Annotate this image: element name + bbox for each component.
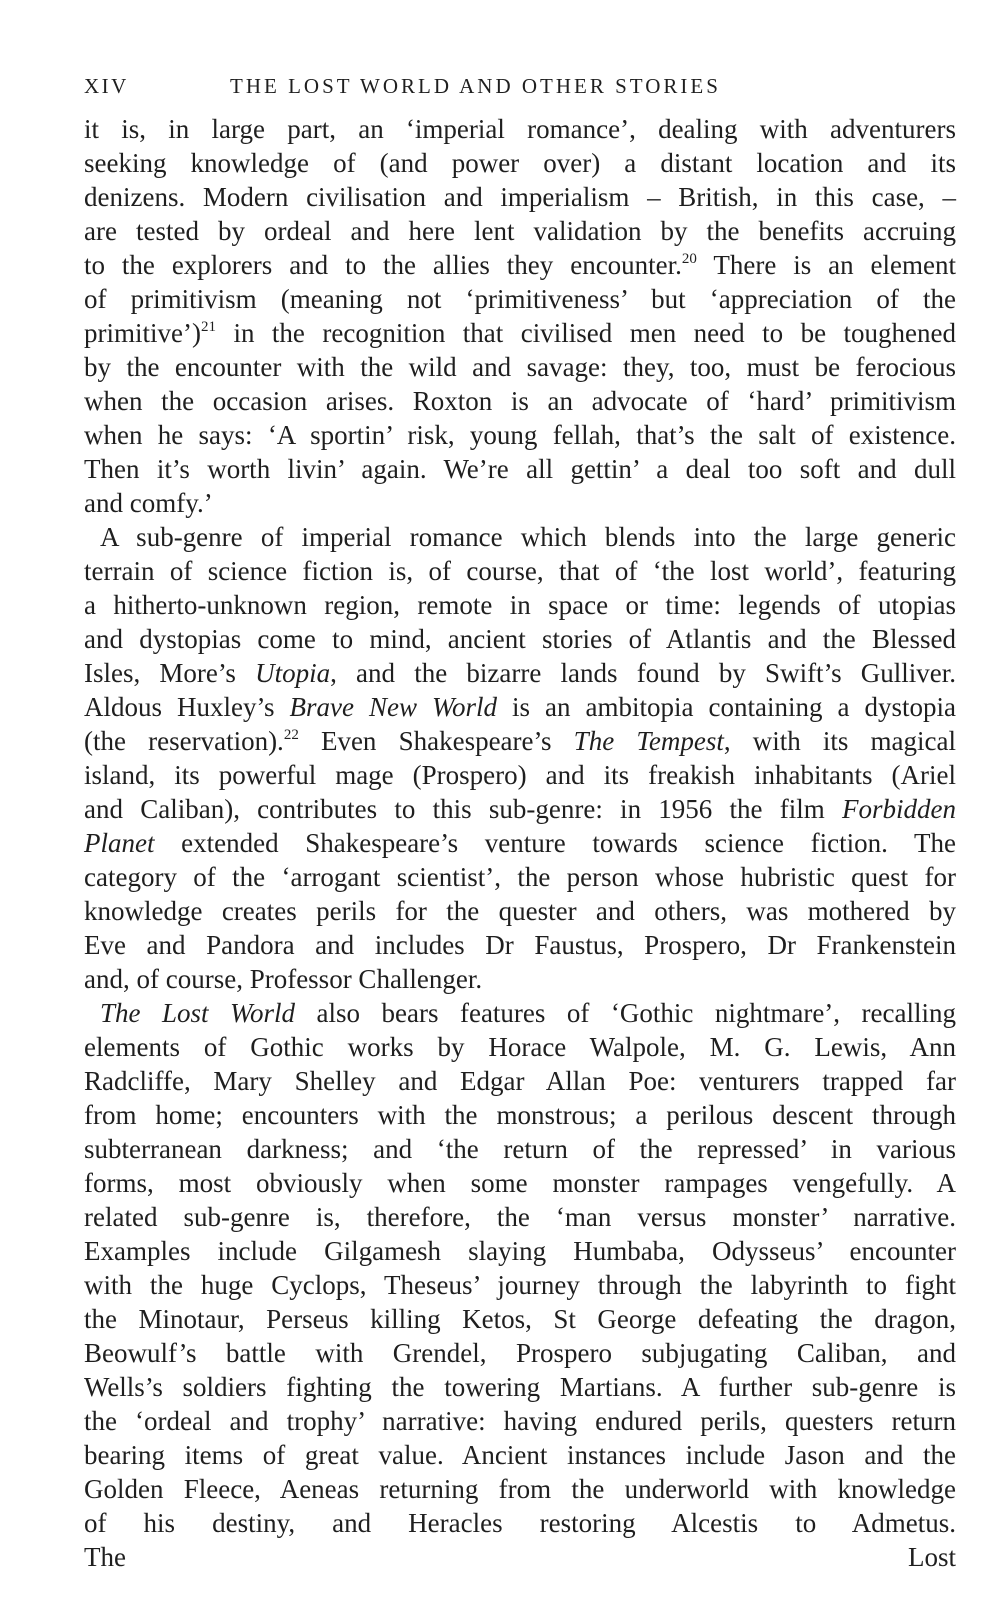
italic-title: Planet bbox=[84, 828, 155, 858]
footnote-marker: 20 bbox=[681, 251, 697, 267]
text-line: Aldous Huxley’s Brave New World is an ambitopia containing a dystopia bbox=[84, 692, 956, 722]
running-title: THE LOST WORLD AND OTHER STORIES bbox=[230, 74, 721, 98]
text-line: The Lost bbox=[84, 1542, 956, 1572]
text-line: Planet extended Shakespeare’s venture towards science fiction. The bbox=[84, 828, 956, 858]
text-line: related sub-genre is, therefore, the ‘man versus monster’ narrative. bbox=[84, 1202, 956, 1232]
text-line: and comfy.’ bbox=[84, 488, 213, 518]
text-line: when the occasion arises. Roxton is an advocate of ‘hard’ primitivism bbox=[84, 386, 956, 416]
text-line: bearing items of great value. Ancient instances include Jason and the bbox=[84, 1440, 956, 1470]
text-line: of his destiny, and Heracles restoring Alcestis to Admetus. bbox=[84, 1508, 956, 1538]
text-line: Isles, More’s Utopia, and the bizarre lands found by Swift’s Gulliver. bbox=[84, 658, 956, 688]
text-line: and Caliban), contributes to this sub-genre: in 1956 the film Forbidden bbox=[84, 794, 956, 824]
footnote-marker: 21 bbox=[200, 319, 216, 335]
footnote-marker: 22 bbox=[283, 727, 299, 743]
text-line: Then it’s worth livin’ again. We’re all gettin’ a deal too soft and dull bbox=[84, 454, 956, 484]
text-line: forms, most obviously when some monster rampages vengefully. A bbox=[84, 1168, 956, 1198]
text-line: it is, in large part, an ‘imperial romance’, dealing with adventurers bbox=[84, 114, 956, 144]
text-line: Examples include Gilgamesh slaying Humbaba, Odysseus’ encounter bbox=[84, 1236, 956, 1266]
italic-title: Utopia bbox=[255, 658, 331, 688]
text-line: denizens. Modern civilisation and imperialism – British, in this case, – bbox=[84, 182, 956, 212]
text-line: category of the ‘arrogant scientist’, the person whose hubristic quest for bbox=[84, 862, 956, 892]
text-line: Wells’s soldiers fighting the towering Martians. A further sub-genre is bbox=[84, 1372, 956, 1402]
text-line: primitive’)$^{21}$ in the recognition that civilised men need to be toughened bbox=[84, 318, 956, 348]
text-line: subterranean darkness; and ‘the return of the repressed’ in various bbox=[84, 1134, 956, 1164]
text-line: are tested by ordeal and here lent validation by the benefits accruing bbox=[84, 216, 956, 246]
text-line: (the reservation).$^{22}$ Even Shakespeare’s The Tempest, with its magical bbox=[84, 726, 957, 756]
text-line: elements of Gothic works by Horace Walpole, M. G. Lewis, Ann bbox=[84, 1032, 956, 1062]
page-number: XIV bbox=[84, 74, 129, 98]
text-line: the Minotaur, Perseus killing Ketos, St George defeating the dragon, bbox=[84, 1304, 956, 1334]
text-line: and, of course, Professor Challenger. bbox=[84, 964, 483, 994]
text-line: The Lost World also bears features of ‘Gothic nightmare’, recalling bbox=[100, 998, 956, 1028]
italic-title: The Tempest bbox=[573, 726, 724, 756]
text-line: with the huge Cyclops, Theseus’ journey through the labyrinth to fight bbox=[84, 1270, 956, 1300]
italic-title: Brave New World bbox=[289, 692, 498, 722]
text-line: to the explorers and to the allies they encounter.$^{20}$ There is an element bbox=[84, 250, 956, 280]
text-line: from home; encounters with the monstrous; a perilous descent through bbox=[84, 1100, 956, 1130]
text-line: of primitivism (meaning not ‘primitiveness’ but ‘appreciation of the bbox=[84, 284, 956, 314]
text-line: Golden Fleece, Aeneas returning from the underworld with knowledge bbox=[84, 1474, 956, 1504]
text-line: a hitherto-unknown region, remote in space or time: legends of utopias bbox=[84, 590, 956, 620]
text-line: Eve and Pandora and includes Dr Faustus, Prospero, Dr Frankenstein bbox=[84, 930, 956, 960]
text-line: by the encounter with the wild and savage: they, too, must be ferocious bbox=[84, 352, 956, 382]
text-line: Beowulf’s battle with Grendel, Prospero subjugating Caliban, and bbox=[84, 1338, 956, 1368]
body-text bbox=[84, 112, 956, 1574]
running-head bbox=[84, 74, 956, 104]
text-line: when he says: ‘A sportin’ risk, young fellah, that’s the salt of existence. bbox=[84, 420, 956, 450]
text-line: and dystopias come to mind, ancient stories of Atlantis and the Blessed bbox=[84, 624, 956, 654]
italic-title: Forbidden bbox=[842, 794, 956, 824]
text-line: Radcliffe, Mary Shelley and Edgar Allan Poe: venturers trapped far bbox=[84, 1066, 956, 1096]
italic-title: The Lost World bbox=[100, 998, 296, 1028]
text-line: seeking knowledge of (and power over) a distant location and its bbox=[84, 148, 956, 178]
text-line: knowledge creates perils for the quester and others, was mothered by bbox=[84, 896, 956, 926]
text-line: A sub-genre of imperial romance which blends into the large generic bbox=[100, 522, 956, 552]
text-line: island, its powerful mage (Prospero) and its freakish inhabitants (Ariel bbox=[84, 760, 956, 790]
text-line: the ‘ordeal and trophy’ narrative: having endured perils, questers return bbox=[84, 1406, 956, 1436]
text-line: terrain of science fiction is, of course, that of ‘the lost world’, featuring bbox=[84, 556, 956, 586]
